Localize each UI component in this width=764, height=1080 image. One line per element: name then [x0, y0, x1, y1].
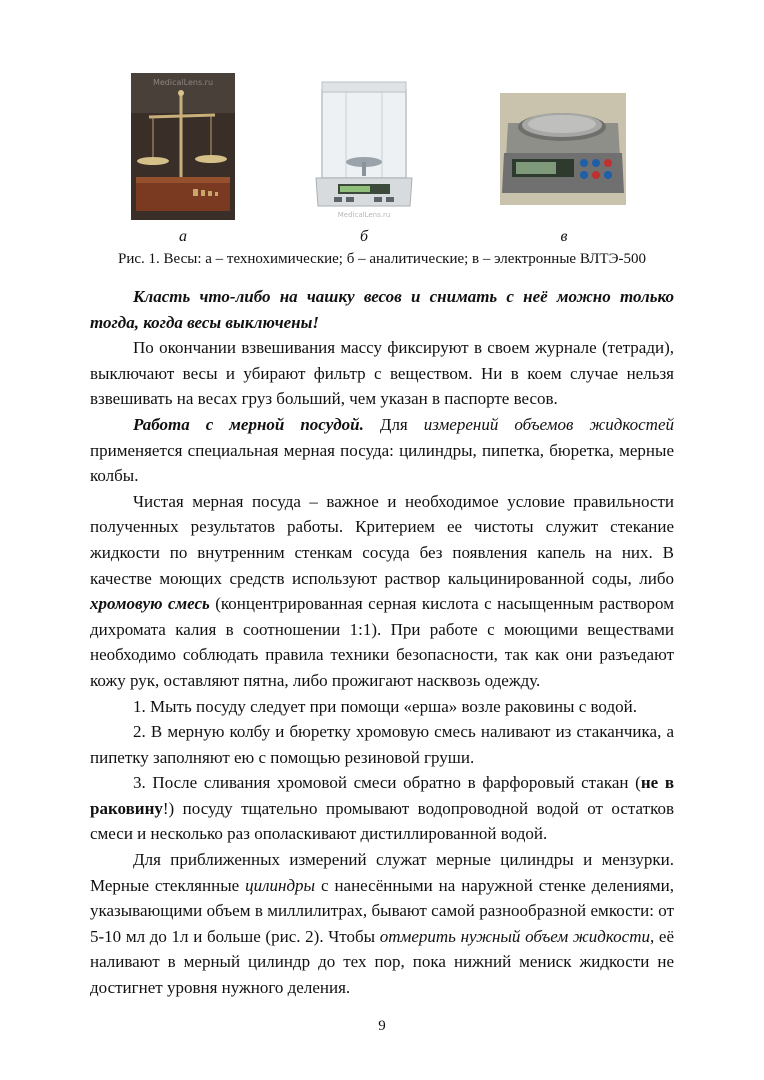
figure-label-c: в [560, 228, 568, 245]
list-item-1: 1. Мыть посуду следует при помощи «ерша» возле раковины с водой. [133, 696, 637, 716]
text-run: применяется специальная мерная посуда: цилиндры, пипетка, бюретка, мерные колбы. [90, 440, 674, 486]
emphasis-measure: отмерить нужный объем жидкости [379, 926, 650, 946]
text-run: , её наливают в мерный цилиндр до тех пор, пока нижний мениск жидкости не достигнет уровня нужного деления. [90, 926, 674, 998]
figure-label-a: а [179, 228, 187, 245]
analytical-scales-image [312, 78, 416, 220]
body-text [90, 284, 674, 1001]
emphasis-text: измерений объемов жидкостей [423, 414, 674, 434]
paragraph-cylinders [90, 847, 674, 1001]
paragraph-measuring-glassware [90, 412, 674, 489]
watermark-a: MedicalLens.ru [152, 78, 214, 87]
figure-technochemical-scales [131, 73, 235, 220]
figure-label-b: б [359, 228, 369, 245]
list-item-2: 2. В мерную колбу и бюретку хромовую смесь наливают из стаканчика, а пипетку заполняют ею с помощью резиновой груши. [90, 722, 674, 767]
figure-caption: Рис. 1. Весы: а – технохимические; б – аналитические; в – электронные ВЛТЭ-500 [118, 251, 646, 267]
text-run: Для [363, 414, 424, 434]
page-number: 9 [378, 1018, 386, 1034]
technochemical-scales-image [131, 73, 235, 220]
paragraph-clean-glassware [90, 489, 674, 694]
bold-warning: не в раковину [90, 773, 674, 818]
text-run: Чистая мерная посуда – важное и необходимое условие правильности полученных результатов работы. Критерием ее чистоты служит стекание жидкости по внутренним стенкам сосуда без появления капель на них. В качестве моющих средств используют раствор кальцинированной соды, либо [90, 491, 674, 588]
text-run: Для приближенных измерений служат мерные цилиндры и мензурки. Мерные стеклянные [90, 850, 674, 895]
text-run: 3. После сливания хромовой смеси обратно в фарфоровый стакан ( [133, 773, 641, 793]
emphasis-term: хромовую смесь [90, 594, 210, 614]
electronic-scales-image [500, 93, 626, 205]
paragraph-weighing-end: По окончании взвешивания массу фиксируют в своем журнале (тетради), выключают весы и убирают фильтр с веществом. Ни в коем случае нельзя взвешивать на весах груз больший, чем указан в паспорте весов. [90, 338, 674, 409]
section-heading: Работа с мерной посудой. [133, 414, 364, 434]
text-run: с нанесёнными на наружной стенке делениями, указывающими объем в миллилитрах, бывают самой разнообразной емкости: от 5-10 мл до 1л и больше (рис. 2). Чтобы [90, 875, 674, 946]
list-item-3 [90, 770, 674, 847]
text-run: !) посуду тщательно промывают водопроводной водой от остатков смеси и несколько раз ополаскивают дистиллированной водой. [90, 798, 674, 844]
figure-electronic-scales [500, 93, 626, 205]
warning-paragraph: Класть что-либо на чашку весов и снимать с неё можно только тогда, когда весы выключены! [90, 287, 674, 332]
figure-analytical-scales [312, 78, 416, 220]
text-run: (концентрированная серная кислота с насыщенным раствором дихромата калия в соотношении 1:1). При работе с моющими веществами необходимо соблюдать правила техники безопасности, так как они разъедают кожу рук, оставляют пятна, либо прожигают насквозь одежду. [90, 594, 674, 690]
emphasis-cylinders: цилиндры [245, 875, 316, 895]
watermark-b: MedicalLens.ru [337, 211, 391, 219]
